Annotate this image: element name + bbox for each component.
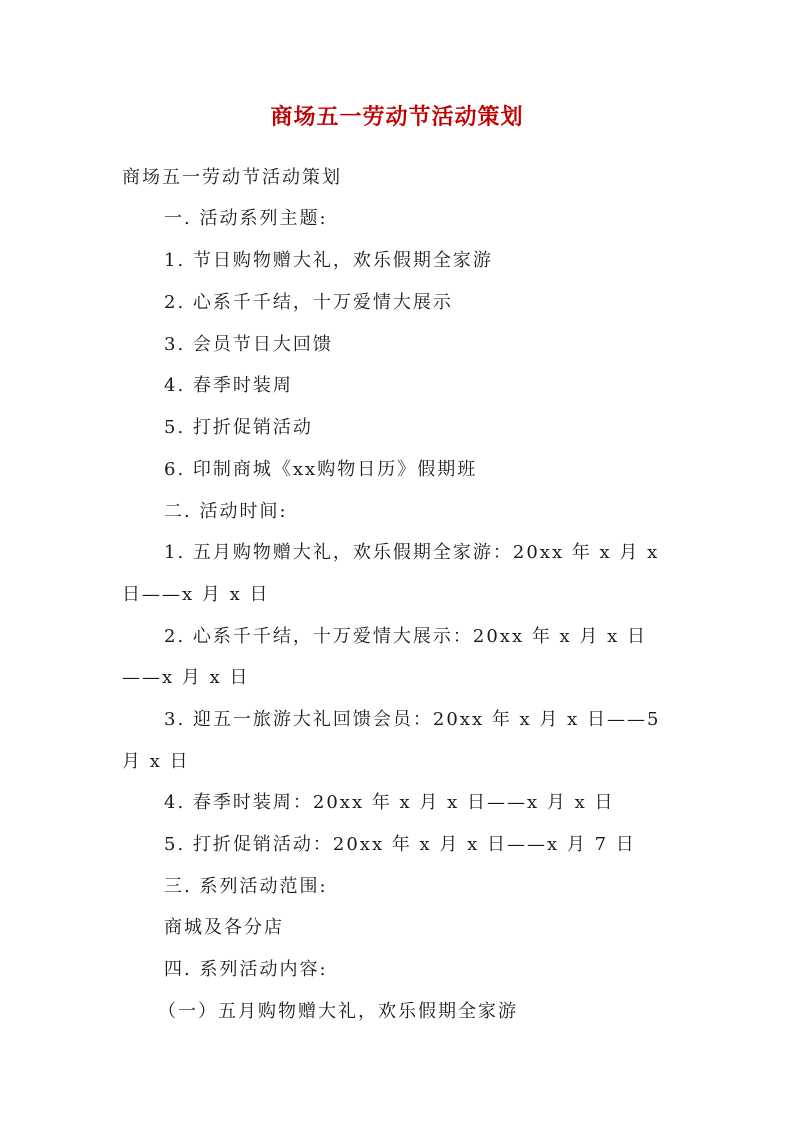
theme-item: 2. 心系千千结，十万爱情大展示: [164, 292, 453, 313]
content-subheading: （一）五月购物赠大礼，欢乐假期全家游: [158, 1001, 518, 1022]
document-title: 商场五一劳动节活动策划: [270, 104, 524, 130]
document-subtitle: 商场五一劳动节活动策划: [122, 167, 342, 188]
section-heading-content: 四. 系列活动内容:: [164, 959, 328, 980]
section-heading-scope: 三. 系列活动范围:: [164, 876, 328, 897]
time-item-continuation: 月 x 日: [122, 751, 190, 772]
time-item-line: 2. 心系千千结，十万爱情大展示：20xx 年 x 月 x 日: [164, 626, 648, 647]
theme-item: 3. 会员节日大回馈: [164, 334, 333, 355]
theme-item: 5. 打折促销活动: [164, 417, 313, 438]
time-item-line: 5. 打折促销活动：20xx 年 x 月 x 日——x 月 7 日: [164, 834, 636, 855]
time-item-line: 3. 迎五一旅游大礼回馈会员：20xx 年 x 月 x 日——5: [164, 709, 661, 730]
theme-item: 1. 节日购物赠大礼，欢乐假期全家游: [164, 250, 493, 271]
theme-item: 4. 春季时装周: [164, 375, 293, 396]
time-item-line: 1. 五月购物赠大礼，欢乐假期全家游：20xx 年 x 月 x: [164, 542, 660, 563]
time-item-continuation: 日——x 月 x 日: [122, 584, 270, 605]
scope-body: 商城及各分店: [164, 917, 284, 938]
section-heading-themes: 一. 活动系列主题:: [164, 208, 328, 229]
time-item-continuation: ——x 月 x 日: [122, 667, 250, 688]
theme-item: 6. 印制商城《xx购物日历》假期班: [164, 459, 478, 480]
time-item-line: 4. 春季时装周：20xx 年 x 月 x 日——x 月 x 日: [164, 792, 615, 813]
section-heading-time: 二. 活动时间:: [164, 501, 288, 522]
